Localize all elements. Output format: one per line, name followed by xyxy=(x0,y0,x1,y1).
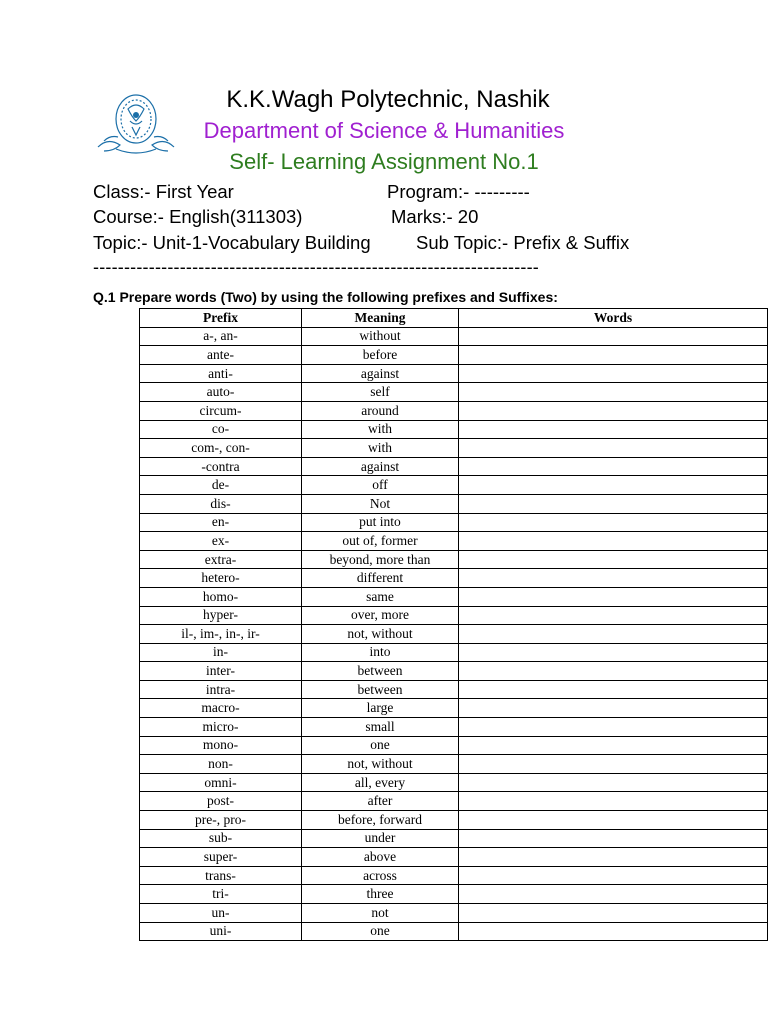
table-row xyxy=(140,569,768,588)
words-cell[interactable] xyxy=(459,587,768,606)
info-row-topic xyxy=(93,232,630,254)
meaning-cell: into xyxy=(302,643,459,662)
prefix-cell: intra- xyxy=(140,680,302,699)
meaning-cell: with xyxy=(302,420,459,439)
prefix-cell: ex- xyxy=(140,532,302,551)
table-row xyxy=(140,829,768,848)
words-cell[interactable] xyxy=(459,699,768,718)
words-cell[interactable] xyxy=(459,364,768,383)
prefix-cell: tri- xyxy=(140,885,302,904)
meaning-cell: off xyxy=(302,476,459,495)
words-cell[interactable] xyxy=(459,346,768,365)
assignment-title: Self- Learning Assignment No.1 xyxy=(229,149,539,174)
marks-label: Marks:- 20 xyxy=(391,206,479,227)
table-row xyxy=(140,773,768,792)
words-cell[interactable] xyxy=(459,532,768,551)
table-row xyxy=(140,550,768,569)
words-cell[interactable] xyxy=(459,606,768,625)
prefix-table xyxy=(139,308,768,941)
table-row xyxy=(140,885,768,904)
sub-topic-label: Sub Topic:- Prefix & Suffix xyxy=(416,232,630,253)
table-header-row xyxy=(140,309,768,328)
meaning-cell: against xyxy=(302,364,459,383)
meaning-cell: self xyxy=(302,383,459,402)
meaning-cell: not, without xyxy=(302,755,459,774)
words-cell[interactable] xyxy=(459,829,768,848)
table-row xyxy=(140,736,768,755)
prefix-cell: macro- xyxy=(140,699,302,718)
question-text: Q.1 Prepare words (Two) by using the following prefixes and Suffixes: xyxy=(93,289,558,305)
class-label: Class:- First Year xyxy=(93,181,234,202)
table-row xyxy=(140,662,768,681)
meaning-cell: with xyxy=(302,439,459,458)
table-row xyxy=(140,680,768,699)
meaning-cell: small xyxy=(302,718,459,737)
table-row xyxy=(140,904,768,923)
prefix-cell: non- xyxy=(140,755,302,774)
meaning-cell: put into xyxy=(302,513,459,532)
meaning-cell: around xyxy=(302,401,459,420)
prefix-cell: uni- xyxy=(140,922,302,941)
words-cell[interactable] xyxy=(459,662,768,681)
prefix-cell: homo- xyxy=(140,587,302,606)
table-row xyxy=(140,439,768,458)
prefix-cell: de- xyxy=(140,476,302,495)
prefix-cell: co- xyxy=(140,420,302,439)
prefix-cell: sub- xyxy=(140,829,302,848)
table-row xyxy=(140,643,768,662)
meaning-cell: between xyxy=(302,662,459,681)
prefix-cell: pre-, pro- xyxy=(140,811,302,830)
words-cell[interactable] xyxy=(459,327,768,346)
meaning-cell: Not xyxy=(302,494,459,513)
table-row xyxy=(140,625,768,644)
prefix-cell: in- xyxy=(140,643,302,662)
meaning-cell: over, more xyxy=(302,606,459,625)
words-cell[interactable] xyxy=(459,494,768,513)
table-row xyxy=(140,718,768,737)
words-cell[interactable] xyxy=(459,569,768,588)
table-row xyxy=(140,532,768,551)
words-cell[interactable] xyxy=(459,457,768,476)
table-row xyxy=(140,811,768,830)
table-row xyxy=(140,587,768,606)
table-row xyxy=(140,401,768,420)
table-row xyxy=(140,606,768,625)
meaning-cell: under xyxy=(302,829,459,848)
prefix-cell: mono- xyxy=(140,736,302,755)
words-cell[interactable] xyxy=(459,922,768,941)
meaning-cell: across xyxy=(302,866,459,885)
meaning-cell: after xyxy=(302,792,459,811)
meaning-cell: same xyxy=(302,587,459,606)
words-cell[interactable] xyxy=(459,718,768,737)
meaning-cell: all, every xyxy=(302,773,459,792)
table-row xyxy=(140,327,768,346)
prefix-cell: inter- xyxy=(140,662,302,681)
words-cell[interactable] xyxy=(459,811,768,830)
table-row xyxy=(140,383,768,402)
department-name: Department of Science & Humanities xyxy=(203,118,565,143)
words-cell[interactable] xyxy=(459,513,768,532)
words-cell[interactable] xyxy=(459,643,768,662)
course-label: Course:- English(311303) xyxy=(93,206,303,227)
prefix-cell: ante- xyxy=(140,346,302,365)
words-cell[interactable] xyxy=(459,736,768,755)
prefix-cell: il-, im-, in-, ir- xyxy=(140,625,302,644)
meaning-cell: not xyxy=(302,904,459,923)
words-cell[interactable] xyxy=(459,848,768,867)
prefix-cell: hyper- xyxy=(140,606,302,625)
prefix-cell: com-, con- xyxy=(140,439,302,458)
prefix-cell: dis- xyxy=(140,494,302,513)
words-cell[interactable] xyxy=(459,383,768,402)
words-cell[interactable] xyxy=(459,439,768,458)
prefix-cell: en- xyxy=(140,513,302,532)
table-row xyxy=(140,346,768,365)
meaning-cell: different xyxy=(302,569,459,588)
table-row xyxy=(140,513,768,532)
header-words: Words xyxy=(459,309,768,328)
table-row xyxy=(140,922,768,941)
table-row xyxy=(140,792,768,811)
table-row xyxy=(140,457,768,476)
prefix-cell: omni- xyxy=(140,773,302,792)
prefix-cell: circum- xyxy=(140,401,302,420)
header-prefix: Prefix xyxy=(140,309,302,328)
table-row xyxy=(140,476,768,495)
words-cell[interactable] xyxy=(459,773,768,792)
meaning-cell: large xyxy=(302,699,459,718)
prefix-cell: super- xyxy=(140,848,302,867)
prefix-cell: micro- xyxy=(140,718,302,737)
words-cell[interactable] xyxy=(459,755,768,774)
prefix-cell: trans- xyxy=(140,866,302,885)
table-row xyxy=(140,420,768,439)
table-row xyxy=(140,866,768,885)
header-meaning: Meaning xyxy=(302,309,459,328)
table-row xyxy=(140,848,768,867)
info-row-course xyxy=(93,206,479,228)
meaning-cell: between xyxy=(302,680,459,699)
words-cell[interactable] xyxy=(459,420,768,439)
topic-label: Topic:- Unit-1-Vocabulary Building xyxy=(93,232,371,253)
prefix-cell: auto- xyxy=(140,383,302,402)
meaning-cell: above xyxy=(302,848,459,867)
prefix-cell: a-, an- xyxy=(140,327,302,346)
meaning-cell: three xyxy=(302,885,459,904)
meaning-cell: one xyxy=(302,922,459,941)
words-cell[interactable] xyxy=(459,904,768,923)
prefix-cell: hetero- xyxy=(140,569,302,588)
meaning-cell: not, without xyxy=(302,625,459,644)
words-cell[interactable] xyxy=(459,476,768,495)
words-cell[interactable] xyxy=(459,680,768,699)
meaning-cell: one xyxy=(302,736,459,755)
meaning-cell: before xyxy=(302,346,459,365)
table-row xyxy=(140,364,768,383)
institute-name: K.K.Wagh Polytechnic, Nashik xyxy=(226,86,550,113)
program-label: Program:- --------- xyxy=(387,181,530,202)
prefix-cell: un- xyxy=(140,904,302,923)
prefix-cell: post- xyxy=(140,792,302,811)
prefix-cell: extra- xyxy=(140,550,302,569)
words-cell[interactable] xyxy=(459,401,768,420)
words-cell[interactable] xyxy=(459,550,768,569)
prefix-cell: -contra xyxy=(140,457,302,476)
table-row xyxy=(140,494,768,513)
prefix-cell: anti- xyxy=(140,364,302,383)
meaning-cell: without xyxy=(302,327,459,346)
dashed-separator: ------------------------------------------------------------------------ xyxy=(93,257,539,277)
table-row xyxy=(140,755,768,774)
info-row-class xyxy=(93,181,530,203)
meaning-cell: before, forward xyxy=(302,811,459,830)
meaning-cell: against xyxy=(302,457,459,476)
table-row xyxy=(140,699,768,718)
words-cell[interactable] xyxy=(459,625,768,644)
words-cell[interactable] xyxy=(459,885,768,904)
meaning-cell: beyond, more than xyxy=(302,550,459,569)
words-cell[interactable] xyxy=(459,792,768,811)
meaning-cell: out of, former xyxy=(302,532,459,551)
words-cell[interactable] xyxy=(459,866,768,885)
